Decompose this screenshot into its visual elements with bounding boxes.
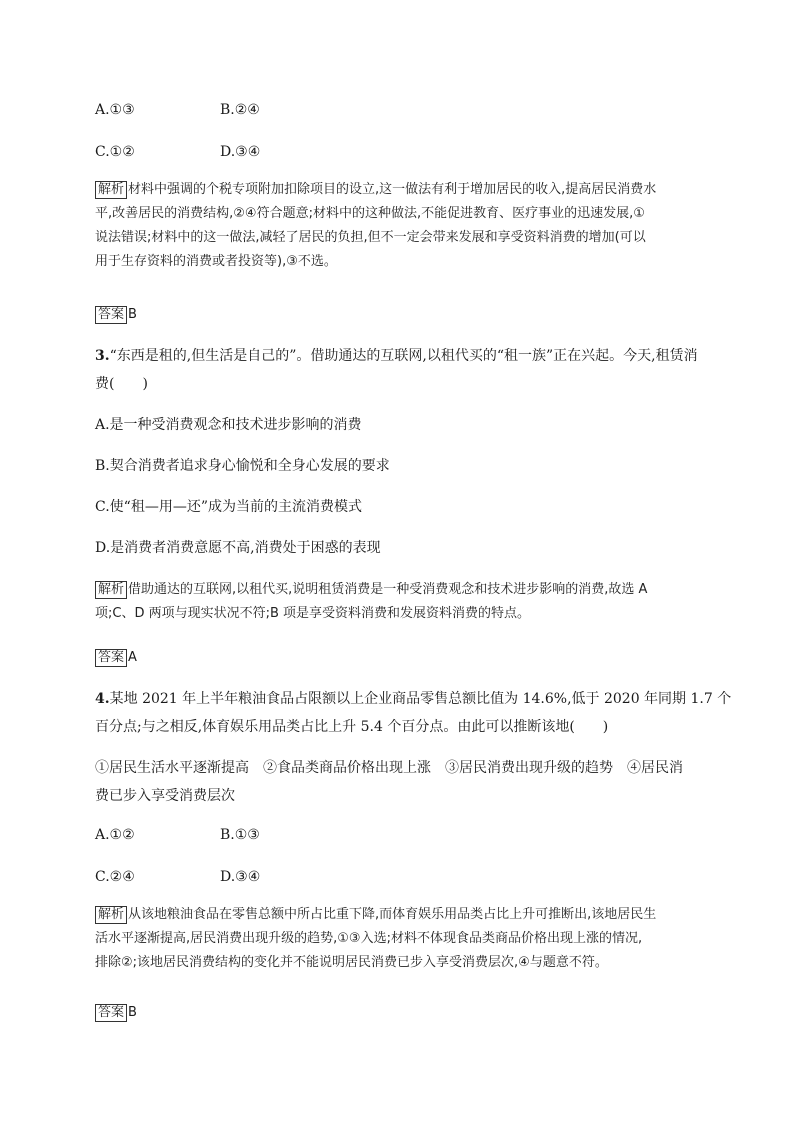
q2-explanation-tag: 解析 — [95, 181, 127, 199]
q4-options-row-1 — [95, 825, 345, 845]
q4-number: 4. — [95, 691, 110, 707]
q2-answer-value: B — [128, 307, 137, 322]
q3-number: 3. — [95, 348, 110, 364]
q4-explanation-line: 活水平逐渐提高,居民消费出现升级的趋势,①③入选;材料不体现食品类商品价格出现上涨的情况, — [95, 931, 643, 946]
q2-explanation-line: 平,改善居民的消费结构,②④符合题意;材料中的这种做法,不能促进教育、医疗事业的迅速发展,① — [95, 206, 645, 221]
q3-explanation-line: 借助通达的互联网,以租代买,说明租赁消费是一种受消费观念和技术进步影响的消费,故选 A — [128, 582, 648, 597]
q2-explanation-line: 用于生存资料的消费或者投资等),③不选。 — [95, 254, 337, 269]
q3-stem-line-2: 费( ) — [95, 376, 148, 392]
q3-option-a: A.是一种受消费观念和技术进步影响的消费 — [95, 417, 362, 433]
q4-stem-text: 某地 2021 年上半年粮油食品占限额以上企业商品零售总额比值为 14.6%,低于 2020 年同期 1.7 个 — [109, 691, 732, 707]
q4-explanation-line: 从该地粮油食品在零售总额中所占比重下降,而体育娱乐用品类占比上升可推断出,该地居民生 — [128, 907, 657, 922]
q3-stem-text: “东西是租的,但生活是自己的”。借助通达的互联网,以租代买的“租一族”正在兴起。今天,租赁消 — [109, 348, 698, 364]
q4-option-c: C.②④ — [95, 869, 135, 885]
q2-option-b: B.②④ — [220, 102, 260, 118]
q2-options-row-1 — [95, 100, 345, 120]
q2-option-a: A.①③ — [95, 102, 135, 118]
q2-explanation — [95, 178, 695, 274]
q4-option-d: D.③④ — [220, 869, 261, 885]
q4-statements-line-2: 费已步入享受消费层次 — [95, 788, 235, 804]
q3-answer-tag: 答案 — [95, 649, 127, 667]
q4-stem-line-1 — [95, 689, 731, 709]
q3-explanation-tag: 解析 — [95, 581, 127, 599]
q4-answer-value: B — [128, 1005, 137, 1020]
q2-option-c: C.①② — [95, 144, 135, 160]
q4-statements-line-1: ①居民生活水平逐渐提高 ②食品类商品价格出现上涨 ③居民消费出现升级的趋势 ④居民消 — [95, 760, 683, 776]
q3-explanation — [95, 578, 695, 626]
q3-option-c: C.使“租—用—还”成为当前的主流消费模式 — [95, 499, 362, 515]
q4-stem-line-2: 百分点;与之相反,体育娱乐用品类占比上升 5.4 个百分点。由此可以推断该地( ) — [95, 719, 609, 735]
q3-option-d: D.是消费者消费意愿不高,消费处于困惑的表现 — [95, 540, 381, 556]
q2-answer — [95, 305, 137, 325]
q2-explanation-line: 材料中强调的个税专项附加扣除项目的设立,这一做法有利于增加居民的收入,提高居民消费水 — [128, 182, 657, 197]
q4-options-row-2 — [95, 867, 345, 887]
q4-explanation — [95, 903, 695, 975]
q2-explanation-line: 说法错误;材料中的这一做法,减轻了居民的负担,但不一定会带来发展和享受资料消费的增加(可以 — [95, 230, 646, 245]
q4-answer — [95, 1003, 137, 1023]
q3-answer — [95, 648, 137, 668]
q3-option-b: B.契合消费者追求身心愉悦和全身心发展的要求 — [95, 458, 390, 474]
q4-option-b: B.①③ — [220, 827, 260, 843]
q2-answer-tag: 答案 — [95, 306, 127, 324]
q4-explanation-line: 排除②;该地居民消费结构的变化并不能说明居民消费已步入享受消费层次,④与题意不符。 — [95, 955, 608, 970]
q3-explanation-line: 项;C、D 两项与现实状况不符;B 项是享受资料消费和发展资料消费的特点。 — [95, 606, 531, 621]
q4-answer-tag: 答案 — [95, 1004, 127, 1022]
q3-answer-value: A — [128, 650, 137, 665]
q4-option-a: A.①② — [95, 827, 135, 843]
q4-explanation-tag: 解析 — [95, 906, 127, 924]
q2-options-row-2 — [95, 142, 345, 162]
q2-option-d: D.③④ — [220, 144, 261, 160]
q3-stem-line-1 — [95, 346, 698, 366]
